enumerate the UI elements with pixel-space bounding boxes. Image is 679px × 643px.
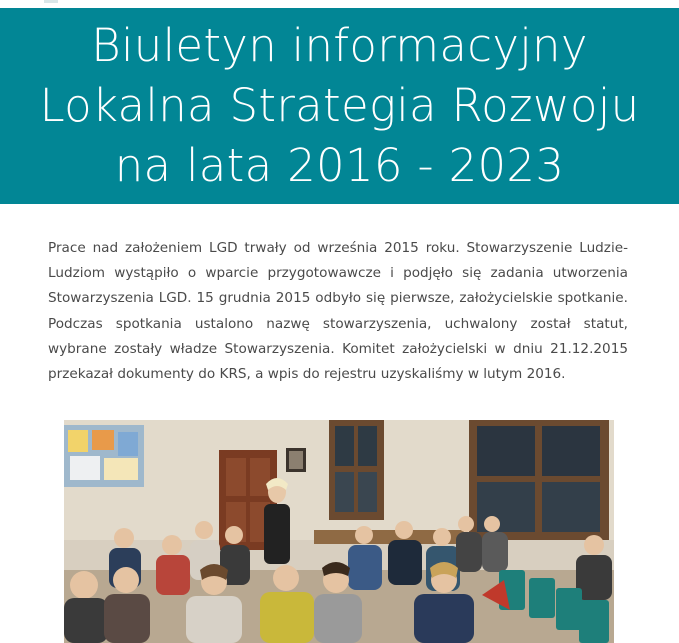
banner-title-line-2: Lokalna Strategia Rozwoju (39, 79, 640, 132)
top-strip (0, 0, 679, 8)
title-banner (0, 8, 679, 204)
banner-title-line-1: Biuletyn informacyjny (91, 19, 588, 72)
top-tab-decoration (44, 0, 58, 3)
banner-title-line-3: na lata 2016 - 2023 (114, 139, 565, 192)
article-paragraph: Prace nad założeniem LGD trwały od września 2015 roku. Stowarzyszenie Ludzie-Ludziom wystąpiło o wparcie przygotowawcze i podjęło się zadania utworzenia Stowarzyszenia LGD. 15 grudnia 2015 odbyło się pierwsze, założycielskie spotkanie. Podczas spotkania ustalono nazwę stowarzyszenia, uchwalony został statut, wybrane zostały władze Stowarzyszenia. Komitet założycielski w dniu 21.12.2015 przekazał dokumenty do KRS, a wpis do rejestru uzyskaliśmy w lutym 2016. (48, 240, 628, 383)
meeting-photo (64, 420, 614, 643)
